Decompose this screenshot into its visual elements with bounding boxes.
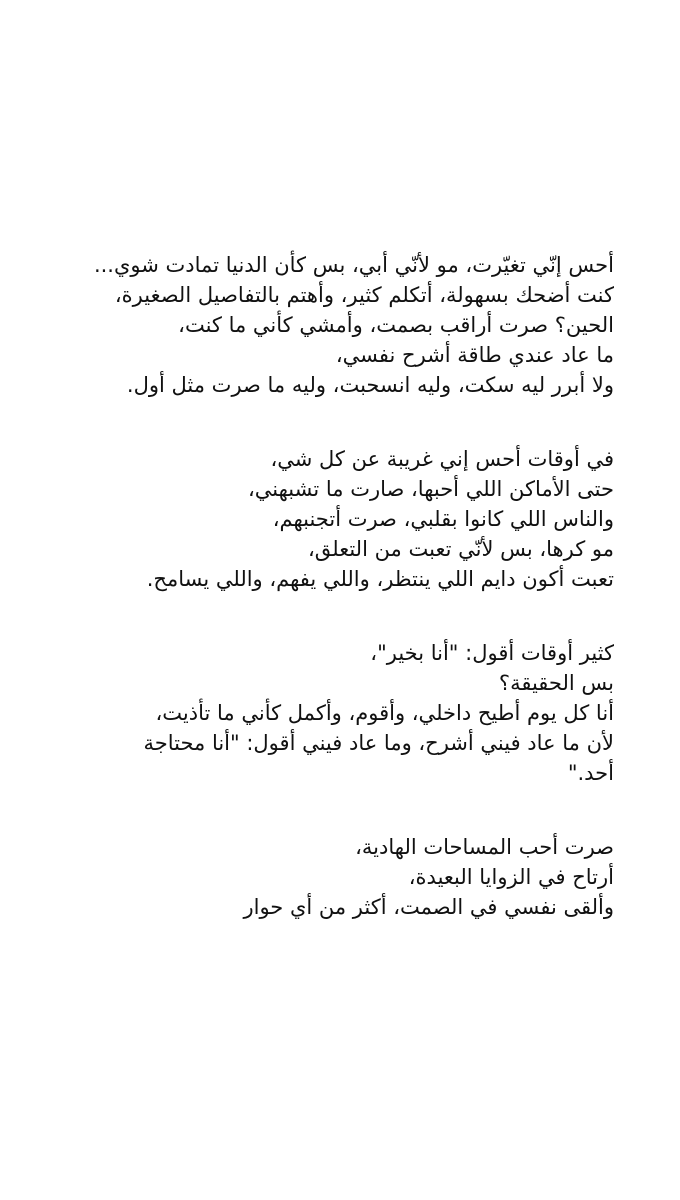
text-line: وألقى نفسي في الصمت، أكثر من أي حوار	[243, 895, 614, 919]
text-line: أحس إنّي تغيّرت، مو لأنّي أبي، بس كأن الدنيا تمادت شوي...	[93, 253, 614, 277]
text-line: بس الحقيقة؟	[498, 671, 614, 695]
text-line: والناس اللي كانوا بقلبي، صرت أتجنبهم،	[272, 507, 614, 531]
text-line: حتى الأماكن اللي أحبها، صارت ما تشبهني،	[247, 477, 614, 501]
text-line: ما عاد عندي طاقة أشرح نفسي،	[335, 343, 614, 367]
text-line: أحد."	[567, 761, 614, 785]
text-line: أرتاح في الزوايا البعيدة،	[408, 865, 614, 889]
text-line: ولا أبرر ليه سكت، وليه انسحبت، وليه ما صرت مثل أول.	[126, 373, 614, 397]
stanza-2	[54, 444, 614, 594]
text-line: كثير أوقات أقول: "أنا بخير"،	[370, 641, 614, 665]
stanza-1	[54, 250, 614, 400]
text-line: في أوقات أحس إني غريبة عن كل شي،	[270, 447, 614, 471]
text-line: مو كرها، بس لأنّي تعبت من التعلق،	[307, 537, 614, 561]
text-line: تعبت أكون دايم اللي ينتظر، واللي يفهم، واللي يسامح.	[146, 567, 614, 591]
text-line: كنت أضحك بسهولة، أتكلم كثير، وأهتم بالتفاصيل الصغيرة،	[114, 283, 614, 307]
text-line: لأن ما عاد فيني أشرح، وما عاد فيني أقول: "أنا محتاجة	[143, 731, 614, 755]
note-text	[54, 250, 614, 966]
text-line: صرت أحب المساحات الهادية،	[355, 835, 614, 859]
stanza-4	[54, 832, 614, 922]
text-line: الحين؟ صرت أراقب بصمت، وأمشي كأني ما كنت،	[178, 313, 614, 337]
text-line: أنا كل يوم أطيح داخلي، وأقوم، وأكمل كأني ما تأذيت،	[155, 701, 614, 725]
stanza-3	[54, 638, 614, 788]
